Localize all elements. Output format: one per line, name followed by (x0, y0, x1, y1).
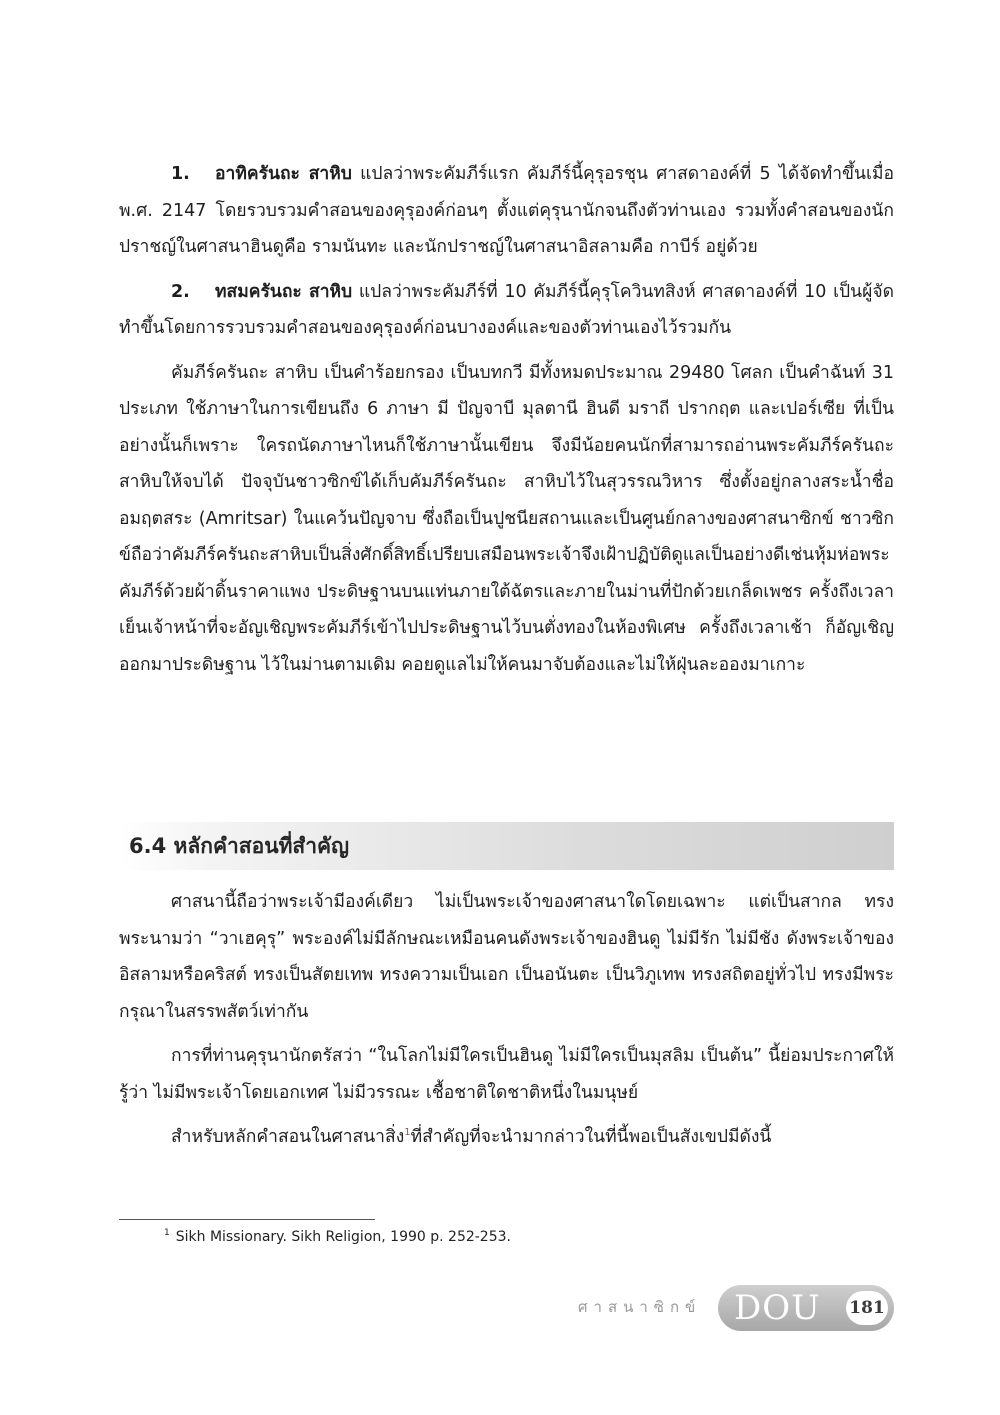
list-item-number: 2. (171, 281, 190, 302)
footnote (164, 1227, 511, 1247)
scripture-term: อาทิครันถะ สาหิบ (215, 164, 352, 184)
list-item-text: แปลว่าพระคัมภีร์แรก คัมภีร์นี้คุรุอรชุน ศาสดาองค์ที่ 5 ได้จัดทำขึ้นเมื่อ พ.ศ. 2147 โดยรวบรวมคำสอนของคุรุองค์ก่อนๆ ตั้งแต่คุรุนานักจนถึงตัวท่านเอง รวมทั้งคำสอนของนักปราชญ์ในศาสนาฮินดูคือ รามนันทะ และนักปราชญ์ในศาสนาอิสลามคือ กาบีร์ อยู่ด้วย (119, 164, 894, 257)
section-heading-bar (119, 822, 894, 870)
list-item-text: แปลว่าพระคัมภีร์ที่ 10 คัมภีร์นี้คุรุโควินทสิงห์ ศาสดาองค์ที่ 10 เป็นผู้จัดทำขึ้นโดยการรวบรวมคำสอนของคุรุองค์ก่อนบางองค์และของตัวท่านเองไว้รวมกัน (119, 281, 894, 338)
body-paragraph (119, 1119, 894, 1156)
page-number: 181 (846, 1291, 888, 1325)
body-paragraph: การที่ท่านคุรุนานักตรัสว่า “ในโลกไม่มีใครเป็นฮินดู ไม่มีใครเป็นมุสลิม เป็นต้น” นี้ย่อมประกาศให้รู้ว่า ไม่มีพระเจ้าโดยเอกเทศ ไม่มีวรรณะ เชื้อชาติใดชาติหนึ่งในมนุษย์ (119, 1046, 894, 1103)
list-item-1 (119, 156, 894, 266)
dou-logo: DOU (734, 1288, 821, 1328)
body-paragraph: คัมภีร์ครันถะ สาหิบ เป็นคำร้อยกรอง เป็นบทกวี มีทั้งหมดประมาณ 29480 โศลก เป็นคำฉันท์ 31 ประเภท ใช้ภาษาในการเขียนถึง 6 ภาษา มี ปัญจาบี มุลตานี ฮินดี มราถี ปรากฤต และเปอร์เซีย ที่เป็นอย่างนั้นก็เพราะ ใครถนัดภาษาไหนก็ใช้ภาษานั้นเขียน จึงมีน้อยคนนักที่สามารถอ่านพระคัมภีร์ครันถะ สาหิบให้จบได้ ปัจจุบันชาวซิกข์ได้เก็บคัมภีร์ครันถะ สาหิบไว้ในสุวรรณวิหาร ซึ่งตั้งอยู่กลางสระน้ำชื่อ อมฤตสระ (Amritsar) ในแคว้นปัญจาบ ซึ่งถือเป็นปูชนียสถานและเป็นศูนย์กลางของศาสนาซิกข์ ชาวซิกข์ถือว่าคัมภีร์ครันถะสาหิบเป็นสิ่งศักดิ์สิทธิ์เปรียบเสมือนพระเจ้าจึงเฝ้าปฏิบัติดูแลเป็นอย่างดีเช่นหุ้มห่อพระคัมภีร์ด้วยผ้าดิ้นราคาแพง ประดิษฐานบนแท่นภายใต้ฉัตรและภายในม่านที่ปักด้วยเกล็ดเพชร ครั้งถึงเวลาเย็นเจ้าหน้าที่จะอัญเชิญพระคัมภีร์เข้าไปประดิษฐานไว้บนตั่งทองในห้องพิเศษ ครั้งถึงเวลาเช้า ก็อัญเชิญออกมาประดิษฐาน ไว้ในม่านตามเดิม คอยดูแลไม่ให้คนมาจับต้องและไม่ให้ฝุ่นละอองมาเกาะ (119, 362, 894, 675)
paragraph-text: สำหรับหลักคำสอนในศาสนาสิ่ง (171, 1127, 405, 1147)
footnote-mark: 1 (164, 1228, 170, 1239)
section-heading: 6.4 หลักคำสอนที่สำคัญ (129, 834, 349, 858)
running-footer-title: ศาสนาซิกข์ (578, 1298, 702, 1316)
footnote-reference[interactable]: 1 (404, 1127, 411, 1139)
list-item-number: 1. (171, 164, 190, 184)
main-text-block (119, 156, 894, 691)
footnote-divider (119, 1219, 375, 1220)
page-badge (718, 1285, 894, 1331)
list-item-2 (119, 274, 894, 347)
scripture-term: ทสมครันถะ สาหิบ (215, 281, 353, 302)
paragraph-text: ที่สำคัญที่จะนำมากล่าวในที่นี้พอเป็นสังเขปมีดังนี้ (410, 1127, 772, 1147)
body-paragraph: ศาสนานี้ถือว่าพระเจ้ามีองค์เดียว ไม่เป็นพระเจ้าของศาสนาใดโดยเฉพาะ แต่เป็นสากล ทรงพระนามว่า “วาเฮคุรุ” พระองค์ไม่มีลักษณะเหมือนคนดังพระเจ้าของฮินดู ไม่มีรัก ไม่มีชัง ดังพระเจ้าของอิสลามหรือคริสต์ ทรงเป็นสัตยเทพ ทรงความเป็นเอก เป็นอนันตะ เป็นวิภูเทพ ทรงสถิตอยู่ทั่วไป ทรงมีพระกรุณาในสรรพสัตว์เท่ากัน (119, 892, 894, 1022)
section-text-block (119, 884, 894, 1164)
footnote-text: Sikh Missionary. Sikh Religion, 1990 p. 252-253. (175, 1229, 511, 1245)
